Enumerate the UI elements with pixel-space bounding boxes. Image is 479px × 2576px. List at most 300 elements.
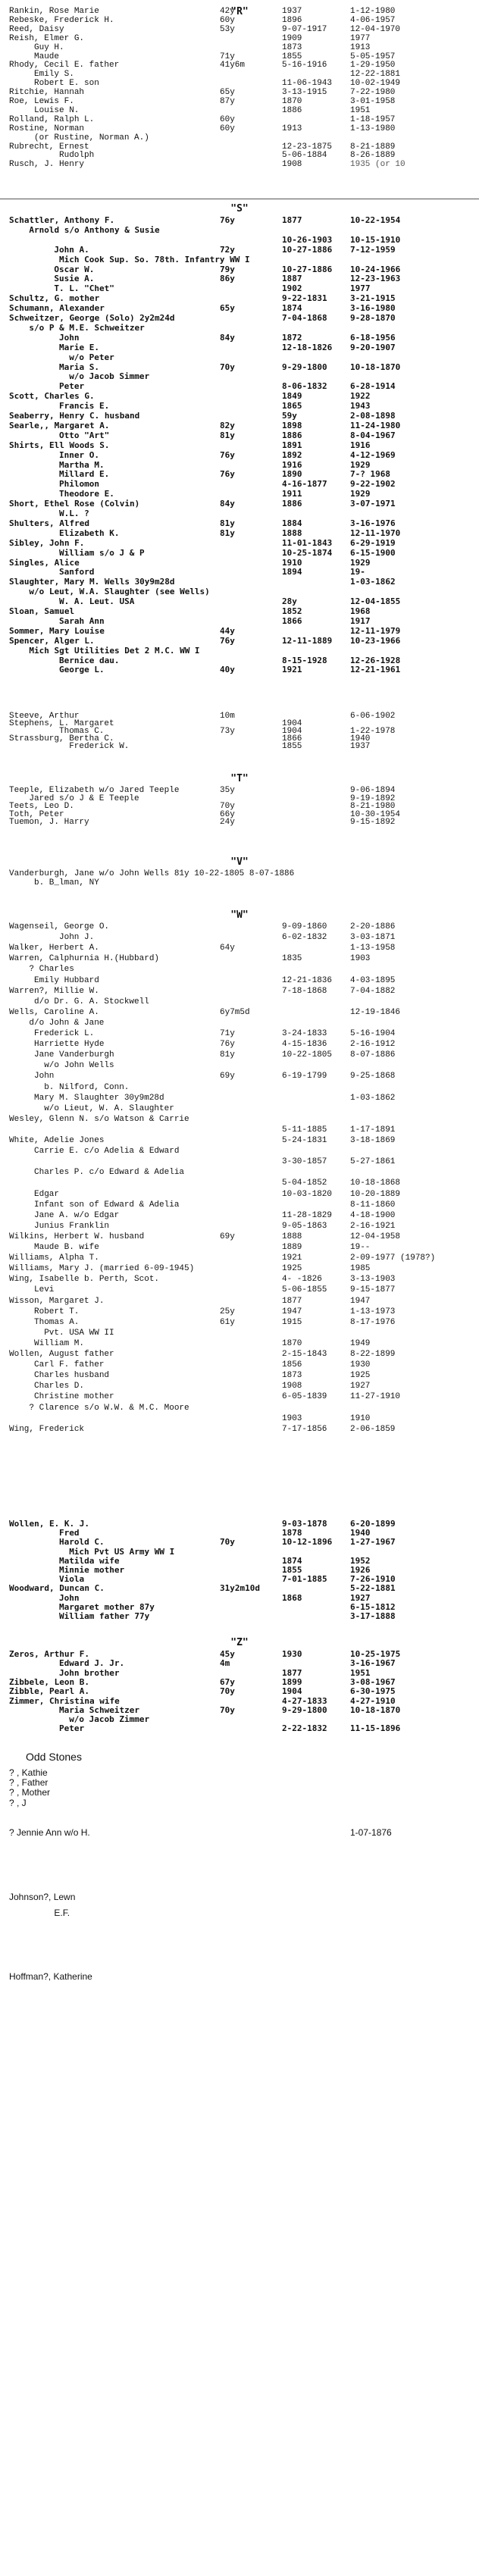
entry-row [0,215,479,226]
entry-age: 6y7m5d [220,1007,250,1017]
entry-born: 2-15-1843 [282,1350,327,1359]
entry-born: 1877 [282,215,302,225]
entry-row [0,1908,479,1918]
entry-row [0,1296,479,1307]
entry-born: 10-27-1886 [282,264,333,274]
entry-born: 1904 [282,727,302,736]
entry-died: 10-23-1966 [350,635,401,646]
entry-name: Levi [34,1285,55,1295]
entry-name: ? , Father [9,1777,49,1789]
entry-died: 8-07-1886 [350,1050,396,1060]
entry-row [0,1360,479,1370]
entry-died: 3-21-1915 [350,293,396,304]
entry-born: 8-06-1832 [282,381,327,392]
entry-name: Woodward, Duncan C. [9,1583,105,1594]
entry-died: 9-20-1907 [350,342,396,352]
entry-row [0,1071,479,1081]
entry-died: 10-25-1975 [350,1649,401,1659]
entry-row [0,1114,479,1125]
entry-row [0,1232,479,1242]
entry-born: 1937 [282,7,302,16]
entry-born: 59y [282,411,297,421]
entry-name: Rankin, Rose Marie [9,7,99,16]
entry-born: 1855 [282,1565,302,1575]
entry-name: T. L. "Chet" [54,283,114,294]
entry-row [0,997,479,1007]
entry-died: 1929 [350,459,371,470]
entry-age: 72y [220,244,235,255]
entry-name: b. Nilford, Conn. [44,1082,130,1092]
entry-row [0,1307,479,1317]
entry-born: 1903 [282,1413,302,1423]
entry-name: Jane A. w/o Edgar [34,1210,120,1220]
entry-row [0,1125,479,1135]
entry-age: 71y [220,1029,235,1038]
entry-died: 1926 [350,1565,371,1575]
entry-died: 3-07-1971 [350,499,396,509]
entry-name: Maria S. [59,362,99,372]
entry-name: Robert E. son [34,79,99,89]
entry-born: 10-25-1874 [282,547,333,558]
entry-row [0,489,479,499]
entry-died: 2-16-1921 [350,1221,396,1231]
entry-name: Inner O. [59,449,99,460]
entry-name: Slaughter, Mary M. Wells 30y9m28d [9,577,175,587]
entry-age: 44y [220,625,235,636]
entry-row [0,1349,479,1360]
entry-name: Carrie E. c/o Adelia & Edward [34,1147,180,1157]
entry-age: 71y [220,52,235,61]
entry-died: 3-16-1980 [350,303,396,314]
entry-died: 12-04-1958 [350,1232,401,1241]
entry-row [0,283,479,294]
entry-name: Teets, Leo D. [9,802,74,812]
entry-died: 1-13-1958 [350,944,396,953]
entry-row [0,518,479,529]
entry-row [0,1200,479,1210]
entry-age: 81y [220,430,235,440]
entry-died: 12-04-1970 [350,24,401,34]
entry-row [0,352,479,363]
entry-row [0,1253,479,1263]
entry-born: 1888 [282,1232,302,1241]
entry-born: 9-05-1863 [282,1221,327,1231]
entry-died: 6-06-1902 [350,712,396,721]
entry-age: 4m [220,1658,230,1669]
entry-died: 12-11-1979 [350,625,401,636]
entry-name: Viola [59,1574,85,1585]
entry-name: ? , J [9,1797,27,1808]
entry-row [0,274,479,284]
entry-name: Emily Hubbard [34,975,99,985]
entry-died: 8-04-1967 [350,430,396,440]
entry-row [0,1007,479,1018]
entry-died: 10-30-1954 [350,809,401,819]
entry-row [0,1611,479,1622]
entry-age: 60y [220,15,235,25]
entry-name: (or Rustine, Norman A.) [34,133,149,142]
entry-born: 4-27-1833 [282,1695,327,1706]
entry-name: Infant son of Edward & Adelia [34,1200,180,1210]
entry-row [0,646,479,656]
entry-name: Williams, Mary J. (married 6-09-1945) [9,1264,195,1274]
entry-row [0,878,479,888]
entry-died: 9-19-1892 [350,793,396,803]
entry-row [0,656,479,666]
entry-name: Spencer, Alger L. [9,635,95,646]
entry-name: Teeple, Elizabeth w/o Jared Teeple [9,786,180,795]
entry-name: Peter [59,1723,85,1734]
entry-name: Mary M. Slaughter 30y9m28d [34,1093,164,1103]
entry-name: Edgar [34,1189,60,1199]
entry-died: 1940 [350,1528,371,1538]
entry-name: w/o Leut, W.A. Slaughter (see Wells) [29,587,210,597]
entry-died: 3-16-1967 [350,1658,396,1669]
entry-born: 10-03-1820 [282,1189,333,1199]
entry-died: 9-15-1877 [350,1285,396,1295]
entry-died: 6-28-1914 [350,381,396,392]
entry-died: 1952 [350,1555,371,1566]
entry-row [0,1403,479,1413]
entry-name: Singles, Alice [9,557,80,568]
entry-row [0,1210,479,1221]
entry-row [0,1242,479,1253]
entry-born: 9-09-1860 [282,922,327,931]
entry-name: Harold C. [59,1537,105,1548]
entry-row [0,225,479,236]
entry-born: 1894 [282,567,302,577]
entry-died: 12-22-1881 [350,70,401,80]
entry-name: George L. [59,665,105,675]
entry-age: 45y [220,1649,235,1659]
entry-age: 84y [220,499,235,509]
entry-age: 40y [220,665,235,675]
entry-died: 1943 [350,401,371,412]
entry-died: 12-23-1963 [350,274,401,284]
entry-born: 1921 [282,665,302,675]
entry-name: Margaret mother 87y [59,1601,155,1612]
entry-row [0,606,479,617]
entry-born: 1908 [282,1382,302,1391]
entry-born: 1910 [282,557,302,568]
entry-name: Thomas A. [34,1317,80,1327]
entry-name: Reish, Elmer G. [9,33,85,43]
entry-name: Bernice dau. [59,655,120,665]
entry-name: Zeros, Arthur F. [9,1649,89,1659]
entry-born: 1874 [282,1555,302,1566]
entry-died: 3-08-1967 [350,1676,396,1687]
entry-age: 42y [220,7,235,16]
entry-name: William father 77y [59,1611,150,1621]
entry-row [0,1039,479,1050]
entry-name: Zibbele, Leon B. [9,1676,89,1687]
entry-age: 65y [220,88,235,98]
entry-died: 1-12-1980 [350,7,396,16]
entry-born: 9-29-1800 [282,1704,327,1715]
entry-row [0,953,479,964]
entry-born: 1925 [282,1264,302,1274]
entry-died: 1929 [350,489,371,499]
entry-name: Maude [34,52,60,61]
entry-died: 19- [350,567,365,577]
entry-name: Peter [59,381,85,392]
entry-name: Strassburg, Bertha C. [9,734,114,743]
entry-row [0,1923,479,1934]
entry-name: ? , Kathie [9,1767,48,1778]
entry-name: Elizabeth K. [59,527,120,538]
entry-born: 1916 [282,459,302,470]
entry-died: 1-22-1978 [350,727,396,736]
entry-name: b. B_lman, NY [34,878,99,887]
entry-row [0,371,479,382]
entry-name: Maria Schweitzer [59,1704,139,1715]
entry-age: 79y [220,264,235,274]
entry-name: Wisson, Margaret J. [9,1296,105,1306]
entry-name: Rostine, Norman [9,124,85,133]
entry-died: 1977 [350,283,371,294]
entry-row [0,1274,479,1285]
entry-row [0,587,479,597]
entry-row [0,1221,479,1232]
entry-died: 3-16-1976 [350,518,396,528]
entry-died: 10-15-1910 [350,234,401,245]
entry-row [0,1050,479,1060]
entry-name: Rudolph [59,151,95,161]
entry-age: 81y [220,527,235,538]
entry-row [0,1103,479,1114]
entry-born: 7-04-1868 [282,313,327,323]
entry-name: ? , Mother [9,1787,51,1798]
entry-row [0,430,479,441]
entry-name: Jared s/o J & E Teeple [29,793,139,803]
entry-row [0,1370,479,1381]
entry-died: 10-22-1954 [350,215,401,225]
entry-name: Marie E. [59,342,99,352]
entry-died: 8-21-1889 [350,142,396,152]
entry-born: 9-29-1800 [282,362,327,372]
entry-died: 10-18-1868 [350,1178,401,1188]
entry-born: 11-06-1943 [282,79,333,89]
entry-age: 70y [220,362,235,372]
entry-name: Williams, Alpha T. [9,1254,99,1263]
entry-row [0,1018,479,1028]
entry-name: Charles D. [34,1382,85,1391]
entry-name: Walker, Herbert A. [9,944,99,953]
entry-died: 3-03-1871 [350,933,396,943]
entry-age: 10m [220,712,235,721]
entry-name: John [34,1072,55,1081]
entry-row [0,1028,479,1039]
entry-born: 1886 [282,105,302,115]
entry-name: Frederick W. [69,742,130,751]
entry-died: 3-13-1903 [350,1275,396,1285]
entry-born: 1868 [282,1592,302,1603]
entry-died: 1951 [350,105,371,115]
entry-name: Scott, Charles G. [9,391,95,402]
entry-row [0,469,479,480]
entry-age: 64y [220,944,235,953]
entry-born: 4-15-1836 [282,1040,327,1050]
entry-died: 2-08-1898 [350,411,396,421]
entry-born: 1930 [282,1649,302,1659]
entry-row [0,932,479,943]
entry-age: 73y [220,727,235,736]
entry-name: Guy H. [34,42,64,52]
entry-died: 1-07-1876 [350,1827,392,1839]
entry-row [0,1424,479,1435]
entry-born: 1866 [282,734,302,743]
entry-born: 1870 [282,97,302,106]
entry-born: 12-11-1889 [282,635,333,646]
entry-name: Tuemon, J. Harry [9,818,89,828]
entry-name: Sibley, John F. [9,537,85,548]
entry-name: Mich Sgt Utilities Det 2 M.C. WW I [29,645,200,656]
entry-row [0,1413,479,1424]
entry-row [0,1876,479,1886]
entry-row [0,665,479,675]
section-header: "S" [230,203,249,214]
entry-name: E.F. [54,1907,70,1918]
entry-row [0,235,479,246]
entry-age: 70y [220,1537,235,1548]
entry-died: 9-28-1870 [350,313,396,323]
entry-born: 1865 [282,401,302,412]
entry-row [0,313,479,324]
entry-row [0,596,479,607]
entry-age: 81y [220,518,235,528]
entry-row [0,1060,479,1071]
entry-row [0,741,479,752]
entry-age: 60y [220,114,235,124]
entry-name: Short, Ethel Rose (Colvin) [9,499,140,509]
entry-row [0,245,479,255]
entry-died: 6-15-1900 [350,547,396,558]
entry-age: 25y [220,1307,235,1316]
entry-name: Wells, Caroline A. [9,1007,99,1017]
entry-name: Christine mother [34,1392,114,1402]
entry-age: 67y [220,1676,235,1687]
entry-name: w/o Jacob Zimmer [69,1714,150,1725]
entry-died: 9-22-1902 [350,479,396,490]
entry-age: 76y [220,469,235,480]
entry-died: 9-15-1892 [350,818,396,828]
entry-age: 24y [220,818,235,828]
entry-row [0,381,479,392]
entry-name: Zimmer, Christina wife [9,1695,120,1706]
entry-born: 4-16-1877 [282,479,327,490]
entry-born: 10-12-1896 [282,1537,333,1548]
entry-died: 1922 [350,391,371,402]
entry-died: 4-18-1900 [350,1210,396,1220]
entry-born: 10-26-1903 [282,234,333,245]
entry-row [0,1381,479,1391]
entry-name: Louise N. [34,105,80,115]
entry-died: 7-22-1980 [350,88,396,98]
entry-row [0,986,479,997]
entry-name: Ritchie, Hannah [9,88,85,98]
entry-died: 1916 [350,440,371,450]
entry-died: 2-16-1912 [350,1040,396,1050]
entry-born: 1886 [282,430,302,440]
entry-born: 5-24-1831 [282,1136,327,1145]
entry-age: 35y [220,786,235,795]
entry-born: 1835 [282,954,302,964]
entry-name: Wilkins, Herbert W. husband [9,1232,145,1241]
entry-row [0,1817,479,1828]
entry-name: s/o P & M.E. Schweitzer [29,322,145,333]
entry-born: 6-05-1839 [282,1392,327,1402]
entry-name: Zibble, Pearl A. [9,1686,89,1697]
entry-died: 12-11-1970 [350,527,401,538]
entry-name: Wing, Isabelle b. Perth, Scot. [9,1275,160,1285]
entry-name: Sommer, Mary Louise [9,625,105,636]
entry-row [0,293,479,304]
entry-died: 1927 [350,1592,371,1603]
entry-name: Wagenseil, George O. [9,922,110,931]
entry-name: Fred [59,1528,80,1538]
entry-row [0,1843,479,1854]
entry-died: 2-06-1859 [350,1424,396,1434]
entry-name: Robert T. [34,1307,80,1316]
entry-age: 70y [220,1686,235,1697]
entry-born: 1852 [282,606,302,616]
entry-row [0,1787,479,1798]
entry-born: 1902 [282,283,302,294]
entry-row [0,943,479,953]
entry-born: 1855 [282,52,302,61]
entry-row [0,1939,479,1950]
entry-row [0,1971,479,1982]
entry-name: Edward J. Jr. [59,1658,125,1669]
entry-born: 1890 [282,469,302,480]
entry-died: 6-30-1975 [350,1686,396,1697]
entry-name: Searle,, Margaret A. [9,420,110,430]
entry-born: 1870 [282,1338,302,1348]
entry-row [0,626,479,637]
entry-died: 12-04-1855 [350,596,401,607]
entry-born: 12-18-1826 [282,342,333,352]
entry-born: 1856 [282,1360,302,1370]
entry-born: 1873 [282,42,302,52]
entry-died: 7-? 1968 [350,469,390,480]
entry-name: John A. [54,244,89,255]
entry-row [0,1135,479,1146]
entry-born: 5-06-1855 [282,1285,327,1295]
entry-born: 1899 [282,1676,302,1687]
entry-row [0,817,479,828]
entry-born: 28y [282,596,297,607]
entry-born: 1891 [282,440,302,450]
entry-name: Junius Franklin [34,1221,110,1231]
entry-row [0,1189,479,1200]
entry-born: 1892 [282,449,302,460]
entry-age: 70y [220,1704,235,1715]
entry-born: 5-04-1852 [282,1178,327,1188]
entry-name: Sloan, Samuel [9,606,75,616]
entry-row [0,1082,479,1093]
entry-name: William M. [34,1338,85,1348]
entry-name: Mich Pvt US Army WW I [69,1546,175,1557]
entry-name: w/o Peter [69,352,114,362]
entry-row [0,1827,479,1838]
entry-died: 3-17-1888 [350,1611,396,1621]
entry-name: Martha M. [59,459,105,470]
entry-born: 1947 [282,1307,302,1316]
entry-name: Toth, Peter [9,809,64,819]
entry-name: Schweitzer, George (Solo) 2y2m24d [9,313,175,323]
entry-age: 76y [220,635,235,646]
entry-died: 1910 [350,1413,371,1423]
